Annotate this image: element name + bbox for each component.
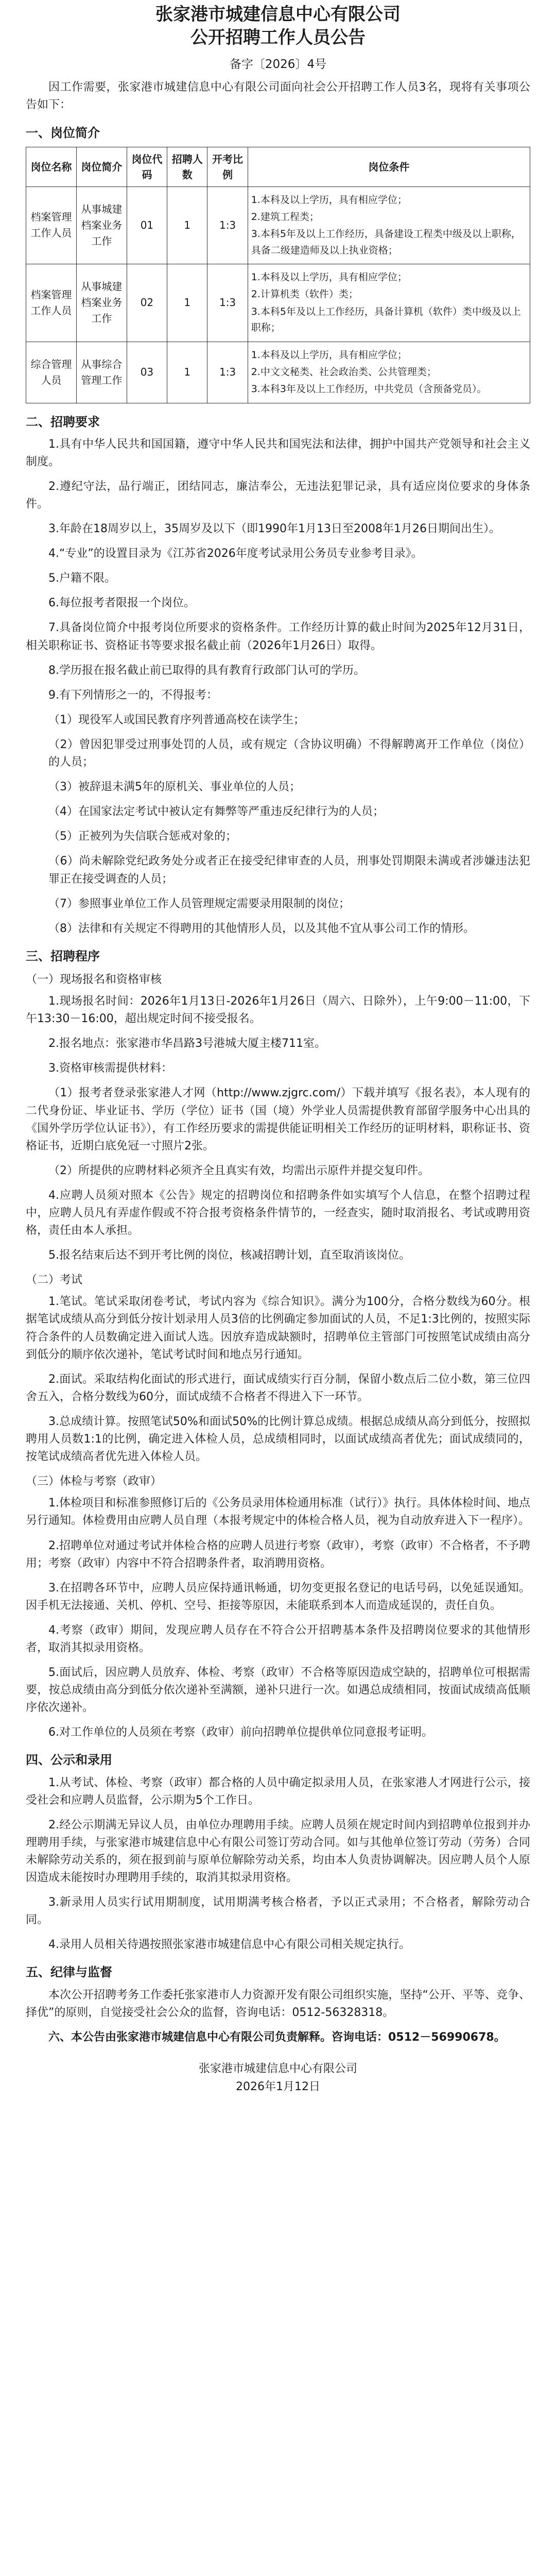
header-post-name: 岗位名称 xyxy=(26,147,77,187)
notice-title xyxy=(26,3,530,49)
publicity-item: 1.从考试、体检、考察（政审）都合格的人员中确定拟录用人员，在张家港人才网进行公示，接受社会和应聘人员监督，公示期为5个工作日。 xyxy=(26,1776,530,1807)
exclusion-item: （4）在国家法定考试中被认定有舞弊等严重违反纪律行为的人员； xyxy=(48,805,384,819)
exam-ratio: 1:3 xyxy=(207,264,248,342)
discipline-item: 本次公开招聘考务工作委托张家港市人力资源开发有限公司组织实施，坚持“公开、平等、竞争、择优”的原则，自觉接受社会公众的监督，咨询电话：0512-56328318。 xyxy=(26,1988,530,2019)
check-item: 6.对工作单位的人员须在考察（政审）前向招聘单位提供单位同意报考证明。 xyxy=(48,1726,433,1739)
subsection-heading-exam: （二）考试 xyxy=(26,1274,83,1287)
exam-item: 3.总成绩计算。按照笔试50%和面试50%的比例计算总成绩。根据总成绩从高分到低分，按照拟聘用人员数1:1的比例，确定进入体检人员，总成绩相同时，以面试成绩高者优先；面试成绩同的，按笔试成绩高者优先进入体检人员。 xyxy=(26,1415,530,1464)
procedure-item: 3.资格审核需提供材料： xyxy=(48,1062,172,1075)
condition-line: 1.本科及以上学历，具有相应学位； xyxy=(251,349,407,361)
section-heading-requirements: 二、招聘要求 xyxy=(26,414,100,429)
interpretation-note: 六、本公告由张家港市城建信息中心有限公司负责解释。咨询电话：0512－56990678。 xyxy=(48,2030,506,2044)
subsection-heading-medical-check: （三）体检与考察（政审） xyxy=(26,1475,162,1488)
procedure-item: 5.报名结束后达不到开考比例的岗位，核减招聘计划，直至取消该岗位。 xyxy=(48,1249,410,1262)
publicity-item: 2.经公示期满无异议人员，由单位办理聘用手续。应聘人员须在规定时间内到招聘单位报到并办理聘用手续，与张家港市城建信息中心有限公司签订劳动合同。如与其他单位签订劳动（劳务）合同未解除劳动关系的，须在报到前与原单位解除劳动关系，均由本人负责协调解决。因应聘人员个人原因造成未能按时办理聘用手续的，取消其拟录用资格。 xyxy=(26,1818,530,1885)
issuing-organization: 张家港市城建信息中心有限公司 xyxy=(198,2062,357,2075)
check-item: 4.考察（政审）期间，发现应聘人员存在不符合公开招聘基本条件及招聘岗位要求的其他情形者，取消其拟录用资格。 xyxy=(26,1623,530,1654)
requirement-item: 3.年龄在18周岁以上，35周岁及以下（即1990年1月13日至2008年1月26日期间出生）。 xyxy=(48,522,500,536)
title-line-2: 公开招聘工作人员公告 xyxy=(190,27,366,48)
requirement-item: 1.具有中华人民共和国国籍，遵守中华人民共和国宪法和法律，拥护中国共产党领导和社会主义制度。 xyxy=(26,437,530,468)
exam-item: 2.面试。采取结构化面试的形式进行，面试成绩实行百分制，保留小数点后二位小数，第三位四舍五入，合格分数线为60分，面试成绩不合格者不得进入下一环节。 xyxy=(26,1372,530,1403)
condition-line: 2.计算机类（软件）类； xyxy=(251,289,358,300)
positions-table xyxy=(26,147,530,403)
exam-ratio: 1:3 xyxy=(207,187,248,264)
header-exam-ratio: 开考比例 xyxy=(207,147,248,187)
publicity-item: 3.新录用人员实行试用期制度，试用期满考核合格者，予以正式录用；不合格者，解除劳动合同。 xyxy=(26,1896,530,1927)
post-conditions xyxy=(248,187,530,264)
post-conditions xyxy=(248,264,530,342)
hire-count: 1 xyxy=(167,264,207,342)
hire-count: 1 xyxy=(167,187,207,264)
title-line-1: 张家港市城建信息中心有限公司 xyxy=(155,4,401,25)
procedure-item: （2）所提供的应聘材料必须齐全且真实有效，均需出示原件并提交复印件。 xyxy=(48,1164,429,1177)
requirement-item: 7.具备岗位简介中报考岗位所要求的资格条件。工作经历计算的截止时间为2025年12月31日，相关职称证书、资格证书等要求报名截止前（2026年1月26日）取得。 xyxy=(26,621,530,652)
post-conditions xyxy=(248,342,530,403)
condition-line: 3.本科5年及以上工作经历，具备计算机（软件）类中级及以上职称； xyxy=(251,306,521,334)
post-code: 02 xyxy=(127,264,167,342)
issue-date: 2026年1月12日 xyxy=(236,2080,320,2094)
publicity-item: 4.录用人员相关待遇按照张家港市城建信息中心有限公司相关规定执行。 xyxy=(48,1938,410,1952)
post-name: 综合管理人员 xyxy=(26,342,77,403)
check-item: 1.体检项目和标准参照修订后的《公务员录用体检通用标准（试行）》执行。具体体检时间、地点另行通知。体检费用由应聘人员自理（本报考规定中的体检合格人员，视为自动放弃进入下一程序）。 xyxy=(26,1497,530,1528)
requirement-item: 2.遵纪守法，品行端正，团结同志，廉洁奉公，无违法犯罪记录，具有适应岗位要求的身体条件。 xyxy=(26,480,530,511)
header-post-intro: 岗位简介 xyxy=(76,147,127,187)
condition-line: 3.本科3年及以上工作经历，中共党员（含预备党员）。 xyxy=(251,383,487,395)
procedure-item: 2.报名地点：张家港市华昌路3号港城大厦主楼711室。 xyxy=(48,1037,326,1050)
table-row xyxy=(26,342,530,403)
document-number: 备字〔2026〕4号 xyxy=(229,57,327,71)
post-code: 03 xyxy=(127,342,167,403)
table-row xyxy=(26,264,530,342)
check-item: 3.在招聘各环节中，应聘人员应保持通讯畅通，切勿变更报名登记的电话号码，以免延误通知。因手机无法接通、关机、停机、空号、拒接等原因，未能联系到本人而造成延误的，责任自负。 xyxy=(26,1581,530,1612)
section-heading-positions: 一、岗位简介 xyxy=(26,125,100,140)
post-name: 档案管理工作人员 xyxy=(26,187,77,264)
header-post-code: 岗位代码 xyxy=(127,147,167,187)
condition-line: 1.本科及以上学历，具有相应学位； xyxy=(251,194,407,206)
condition-line: 3.本科5年及以上工作经历，具备建设工程类中级及以上职称，具备二级建造师及以上执业资格； xyxy=(251,228,521,256)
requirement-item: 5.户籍不限。 xyxy=(48,572,116,585)
check-item: 5.面试后，因应聘人员放弃、体检、考察（政审）不合格等原因造成空缺的，招聘单位可根据需要，按总成绩由高分到低分依次递补至满额，递补只进行一次。如遇总成绩相同，按面试成绩高低顺序依次递补。 xyxy=(26,1666,530,1715)
requirement-item: 6.每位报考者限报一个岗位。 xyxy=(48,597,195,610)
subsection-heading-registration: （一）现场报名和资格审核 xyxy=(26,973,162,986)
procedure-item: 4.应聘人员须对照本《公告》规定的招聘岗位和招聘条件如实填写个人信息，在整个招聘过程中，应聘人员凡有弄虚作假或不符合报考资格条件情节的，一经查实，随时取消报名、考试或聘用资格，责任由本人承担。 xyxy=(26,1189,530,1238)
hire-count: 1 xyxy=(167,342,207,403)
post-intro: 从事城建档案业务工作 xyxy=(76,187,127,264)
header-post-conditions: 岗位条件 xyxy=(248,147,530,187)
section-heading-publicity: 四、公示和录用 xyxy=(26,1753,112,1768)
exam-ratio: 1:3 xyxy=(207,342,248,403)
section-heading-procedure: 三、招聘程序 xyxy=(26,948,100,963)
post-intro: 从事城建档案业务工作 xyxy=(76,264,127,342)
notice-footer xyxy=(26,2060,530,2096)
positions-table-header xyxy=(26,147,530,187)
exclusion-item: （5）正被列为失信联合惩戒对象的； xyxy=(48,830,237,843)
check-item: 2.招聘单位对通过考试并体检合格的应聘人员进行考察（政审），考察（政审）不合格者，不予聘用；考察（政审）内容中不符合招聘条件者，取消聘用资格。 xyxy=(26,1539,530,1570)
exclusion-intro: 9.有下列情形之一的，不得报考： xyxy=(48,688,218,702)
exclusion-item: （8）法律和有关规定不得聘用的其他情形人员，以及其他不宜从事公司工作的情形。 xyxy=(48,922,475,935)
exclusion-item: （2）曾因犯罪受过刑事处罚的人员，或有规定（含协议明确）不得解聘离开工作单位（岗位）的人员； xyxy=(48,738,530,769)
exclusion-item: （7）参照事业单位工作人员管理规定需要录用限制的岗位； xyxy=(48,897,350,910)
condition-line: 1.本科及以上学历，具有相应学位； xyxy=(251,272,407,283)
procedure-item: 1.现场报名时间：2026年1月13日-2026年1月26日（周六、日除外），上午9:00－11:00，下午13:30－16:00，超出规定时间不接受报名。 xyxy=(26,995,530,1026)
post-intro: 从事综合管理工作 xyxy=(76,342,127,403)
exclusion-item: （3）被辞退未满5年的原机关、事业单位的人员； xyxy=(48,781,301,794)
requirement-item: 8.学历报在报名截止前已取得的具有教育行政部门认可的学历。 xyxy=(48,664,365,677)
intro-paragraph: 因工作需要，张家港市城建信息中心有限公司面向社会公开招聘工作人员3名，现将有关事项公告如下： xyxy=(26,81,530,112)
header-hire-count: 招聘人数 xyxy=(167,147,207,187)
procedure-item: （1）报考者登录张家港人才网（http://www.zjgrc.com/）下载并填写《报名表》，本人现有的二代身份证、毕业证书、学历（学位）证书（国（境）外学业人员需提供教育部留学服务中心出具的《国外学历学位认证书》），有工作经历要求的需提供能证明相关工作经历的证明材料，职称证书、资格证书，近期白底免冠一寸照片2张。 xyxy=(26,1087,530,1153)
condition-line: 2.中文文秘类、社会政治类、公共管理类； xyxy=(251,366,437,378)
post-code: 01 xyxy=(127,187,167,264)
exam-item: 1.笔试。笔试采取闭卷考试，考试内容为《综合知识》。满分为100分，合格分数线为60分。根据笔试成绩从高分到低分按计划录用人员3倍的比例确定参加面试的人员，不足1:3比例的，按照实际符合条件的人员数确定进入面试人选。因放弃造成缺额时，招聘单位主管部门可按照笔试成绩由高分到低分的顺序依次递补，笔试考试时间和地点另行通知。 xyxy=(26,1295,530,1361)
requirement-item: 4.“专业”的设置目录为《江苏省2026年度考试录用公务员专业参考目录》。 xyxy=(48,547,423,561)
section-heading-discipline: 五、纪律与监督 xyxy=(26,1965,112,1980)
table-row xyxy=(26,187,530,264)
condition-line: 2.建筑工程类； xyxy=(251,211,319,223)
exclusion-item: （1）现役军人或国民教育序列普通高校在读学生； xyxy=(48,713,305,726)
post-name: 档案管理工作人员 xyxy=(26,264,77,342)
exclusion-item: （6）尚未解除党纪政务处分或者正在接受纪律审查的人员，刑事处罚期限未满或者涉嫌违法犯罪正在接受调查的人员； xyxy=(48,855,530,886)
